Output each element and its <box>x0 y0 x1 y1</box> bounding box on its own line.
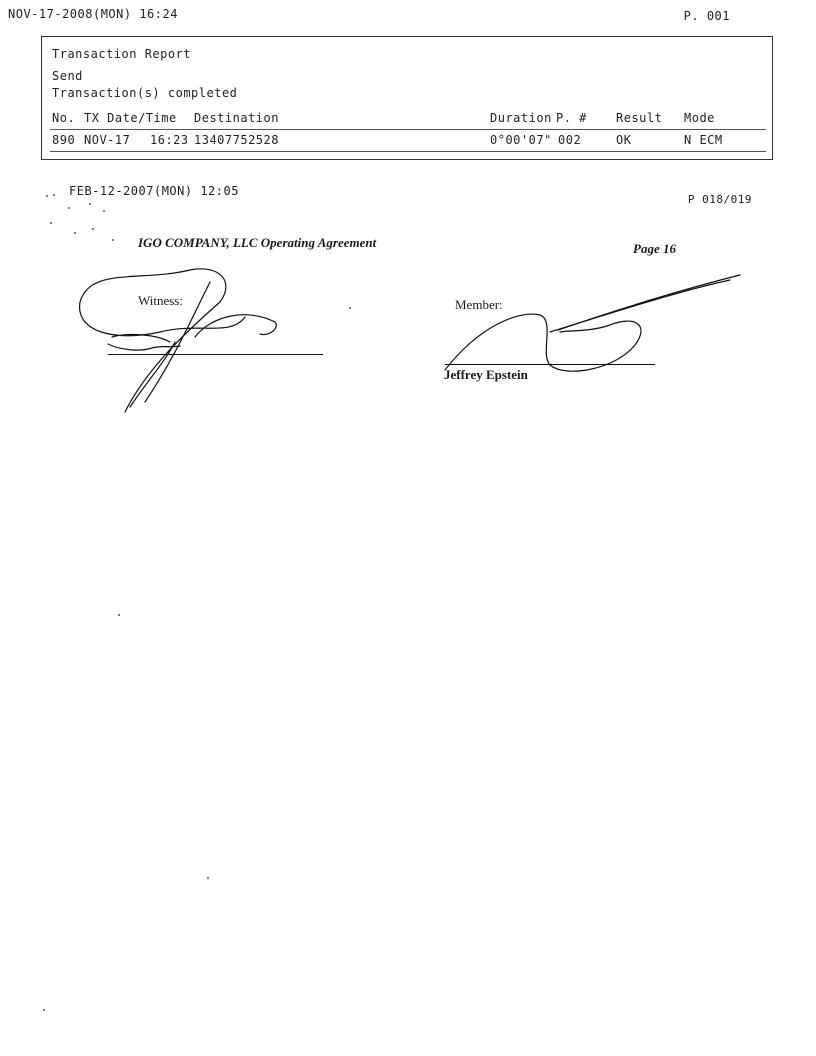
scan-speck <box>43 1009 45 1011</box>
member-name: Jeffrey Epstein <box>444 367 528 382</box>
scan-speck <box>89 203 91 205</box>
col-pages: P. # <box>556 111 587 125</box>
scan-speck <box>68 207 70 209</box>
scan-speck <box>112 239 114 241</box>
col-tx-date-time: TX Date/Time <box>84 111 177 125</box>
row-no: 890 <box>52 133 76 147</box>
member-signature-icon <box>440 270 750 380</box>
row-pages: 002 <box>558 133 582 147</box>
fax-stamp-date: FEB-12-2007(MON) 12:05 <box>69 184 239 198</box>
document-page-number: Page 16 <box>633 241 676 256</box>
fax-header-page: P. 001 <box>683 9 730 23</box>
row-date: NOV-17 <box>84 133 131 147</box>
col-result: Result <box>616 111 663 125</box>
report-status-line: Transaction(s) completed <box>52 86 238 100</box>
row-time: 16:23 <box>150 133 189 147</box>
report-title: Transaction Report <box>52 47 192 61</box>
col-no: No. <box>52 111 76 125</box>
scan-speck <box>349 307 351 309</box>
col-destination: Destination <box>194 111 279 125</box>
scan-speck <box>46 195 48 197</box>
document-title: IGO COMPANY, LLC Operating Agreement <box>138 235 377 250</box>
fax-header-date: NOV-17-2008(MON) 16:24 <box>8 7 178 21</box>
fax-stamp-page: P 018/019 <box>687 193 752 206</box>
scan-speck <box>74 232 76 234</box>
row-result: OK <box>616 133 632 147</box>
scan-speck <box>118 614 120 616</box>
transaction-report-box <box>41 36 773 160</box>
scan-speck <box>50 222 52 224</box>
scan-speck <box>207 877 209 879</box>
header-divider <box>50 129 766 130</box>
col-duration: Duration <box>490 111 552 125</box>
row-duration: 0°00'07" <box>490 133 552 147</box>
row-mode: N ECM <box>684 133 723 147</box>
witness-signature-icon <box>70 262 290 417</box>
report-mode-line: Send <box>52 69 83 83</box>
scan-speck <box>103 210 105 212</box>
scan-speck <box>92 228 94 230</box>
footer-divider <box>50 151 766 152</box>
scan-speck <box>53 194 55 196</box>
row-destination: 13407752528 <box>194 133 279 147</box>
member-label: Member: <box>455 297 503 312</box>
witness-label: Witness: <box>138 293 183 308</box>
col-mode: Mode <box>684 111 715 125</box>
